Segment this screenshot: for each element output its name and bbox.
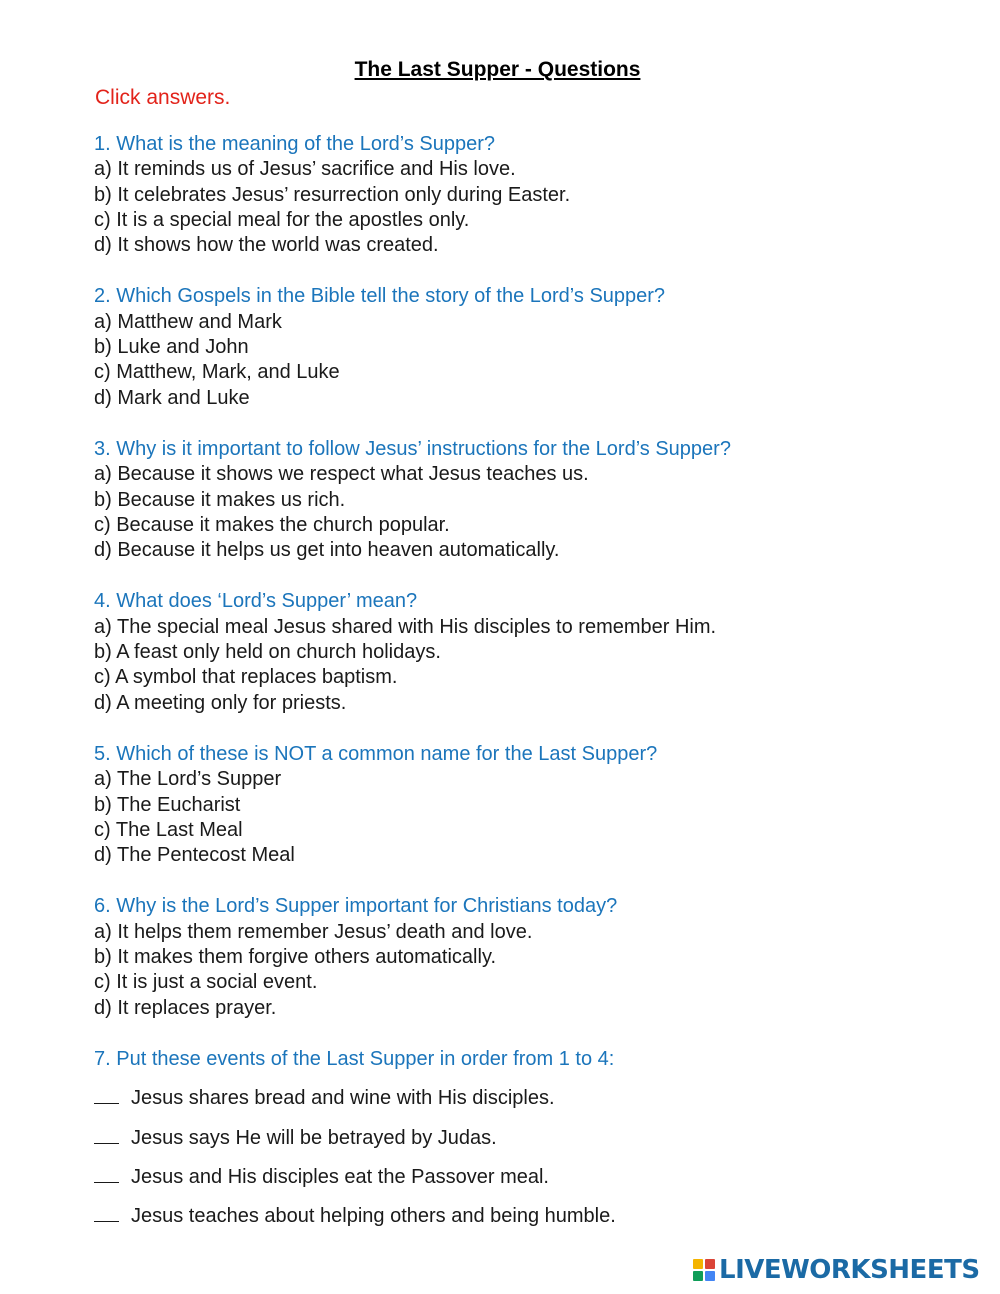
question-text: 4. What does ‘Lord’s Supper’ mean?: [94, 590, 418, 613]
answer-option[interactable]: a) It helps them remember Jesus’ death and love.: [94, 920, 533, 943]
order-item: [94, 1125, 954, 1151]
answer-option[interactable]: d) A meeting only for priests.: [94, 691, 347, 714]
order-blank-input[interactable]: [94, 1085, 119, 1104]
order-item: [94, 1164, 954, 1190]
answer-option[interactable]: d) The Pentecost Meal: [94, 844, 295, 867]
answer-option[interactable]: a) The Lord’s Supper: [94, 768, 282, 791]
answer-option[interactable]: b) It celebrates Jesus’ resurrection only during Easter.: [94, 183, 571, 206]
order-item: [94, 1203, 954, 1229]
answer-option[interactable]: c) Because it makes the church popular.: [94, 513, 450, 536]
answer-option[interactable]: c) The Last Meal: [94, 818, 243, 841]
question-5: [94, 742, 954, 868]
page-title: The Last Supper - Questions: [354, 58, 641, 81]
answer-option[interactable]: a) Matthew and Mark: [94, 310, 282, 333]
order-item: [94, 1085, 954, 1111]
order-blank-input[interactable]: [94, 1125, 119, 1144]
answer-option[interactable]: b) A feast only held on church holidays.: [94, 641, 441, 664]
question-6: [94, 894, 954, 1020]
order-item-text: Jesus teaches about helping others and being humble.: [131, 1205, 616, 1228]
answer-option[interactable]: b) Because it makes us rich.: [94, 488, 346, 511]
question-text: 3. Why is it important to follow Jesus’ instructions for the Lord’s Supper?: [94, 437, 731, 460]
answer-option[interactable]: d) It replaces prayer.: [94, 996, 277, 1019]
instruction-text: Click answers.: [95, 86, 231, 109]
answer-option[interactable]: d) Mark and Luke: [94, 386, 250, 409]
question-text: 1. What is the meaning of the Lord’s Supper?: [94, 133, 495, 155]
answer-option[interactable]: d) Because it helps us get into heaven automatically.: [94, 539, 560, 562]
question-3: [94, 437, 954, 563]
question-4: [94, 589, 954, 715]
question-text: 2. Which Gospels in the Bible tell the story of the Lord’s Supper?: [94, 285, 666, 308]
question-1: [94, 132, 954, 258]
answer-option[interactable]: a) The special meal Jesus shared with His disciples to remember Him.: [94, 615, 717, 638]
answer-option[interactable]: b) It makes them forgive others automatically.: [94, 946, 497, 969]
answer-option[interactable]: d) It shows how the world was created.: [94, 234, 439, 257]
answer-option[interactable]: a) It reminds us of Jesus’ sacrifice and His love.: [94, 158, 516, 181]
order-blank-input[interactable]: [94, 1203, 119, 1222]
order-blank-input[interactable]: [94, 1164, 119, 1183]
question-text: 7. Put these events of the Last Supper in order from 1 to 4:: [94, 1047, 615, 1070]
question-text: 5. Which of these is NOT a common name for the Last Supper?: [94, 742, 658, 765]
order-item-text: Jesus shares bread and wine with His disciples.: [131, 1087, 555, 1110]
liveworksheets-logo: [693, 1255, 980, 1285]
answer-option[interactable]: c) It is a special meal for the apostles only.: [94, 208, 470, 231]
order-item-text: Jesus says He will be betrayed by Judas.: [131, 1126, 497, 1149]
logo-text: LIVEWORKSHEETS: [719, 1255, 980, 1285]
question-2: [94, 284, 954, 410]
order-item-text: Jesus and His disciples eat the Passover meal.: [131, 1165, 549, 1188]
answer-option[interactable]: c) Matthew, Mark, and Luke: [94, 361, 340, 384]
answer-option[interactable]: b) Luke and John: [94, 336, 249, 359]
question-text: 6. Why is the Lord’s Supper important for Christians today?: [94, 895, 618, 918]
answer-option[interactable]: b) The Eucharist: [94, 793, 241, 816]
question-7: [94, 1047, 954, 1229]
worksheet-content: [94, 132, 954, 1255]
answer-option[interactable]: c) A symbol that replaces baptism.: [94, 666, 398, 689]
answer-option[interactable]: c) It is just a social event.: [94, 971, 318, 994]
answer-option[interactable]: a) Because it shows we respect what Jesus teaches us.: [94, 463, 589, 486]
liveworksheets-logo-icon: [693, 1259, 715, 1281]
